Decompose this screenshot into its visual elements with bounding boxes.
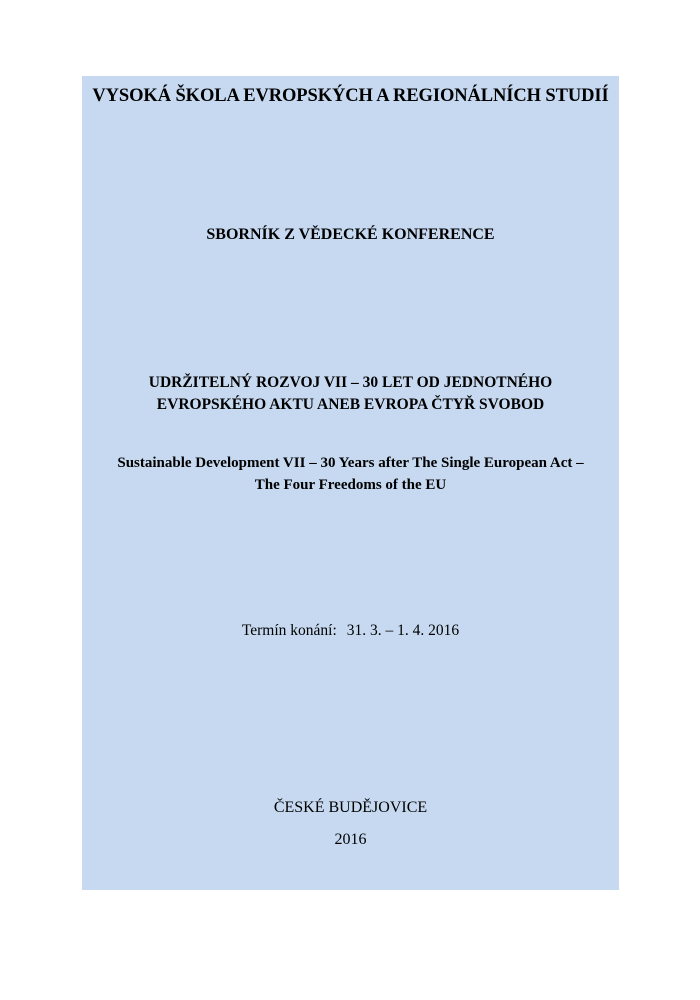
event-dates (82, 622, 619, 640)
conference-title-english (82, 452, 619, 496)
conference-title-czech-line-1: UDRŽITELNÝ ROZVOJ VII – 30 LET OD JEDNOTNÉHO (148, 374, 553, 391)
publication-city: ČESKÉ BUDĚJOVICE (273, 799, 428, 816)
conference-title-czech-line-2: EVROPSKÉHO AKTU ANEB EVROPA ČTYŘ SVOBOD (156, 396, 545, 413)
conference-title-czech (82, 372, 619, 416)
cover-panel (82, 76, 619, 890)
institution-name: VYSOKÁ ŠKOLA EVROPSKÝCH A REGIONÁLNÍCH STUDIÍ (92, 86, 609, 106)
collection-title: SBORNÍK Z VĚDECKÉ KONFERENCE (206, 226, 495, 243)
publication-year: 2016 (334, 831, 367, 848)
event-dates-label: Termín konání: (241, 622, 337, 639)
conference-title-english-line-2: The Four Freedoms of the EU (254, 477, 447, 493)
conference-title-english-line-1: Sustainable Development VII – 30 Years after The Single European Act – (117, 455, 584, 471)
event-dates-value: 31. 3. – 1. 4. 2016 (346, 622, 460, 639)
